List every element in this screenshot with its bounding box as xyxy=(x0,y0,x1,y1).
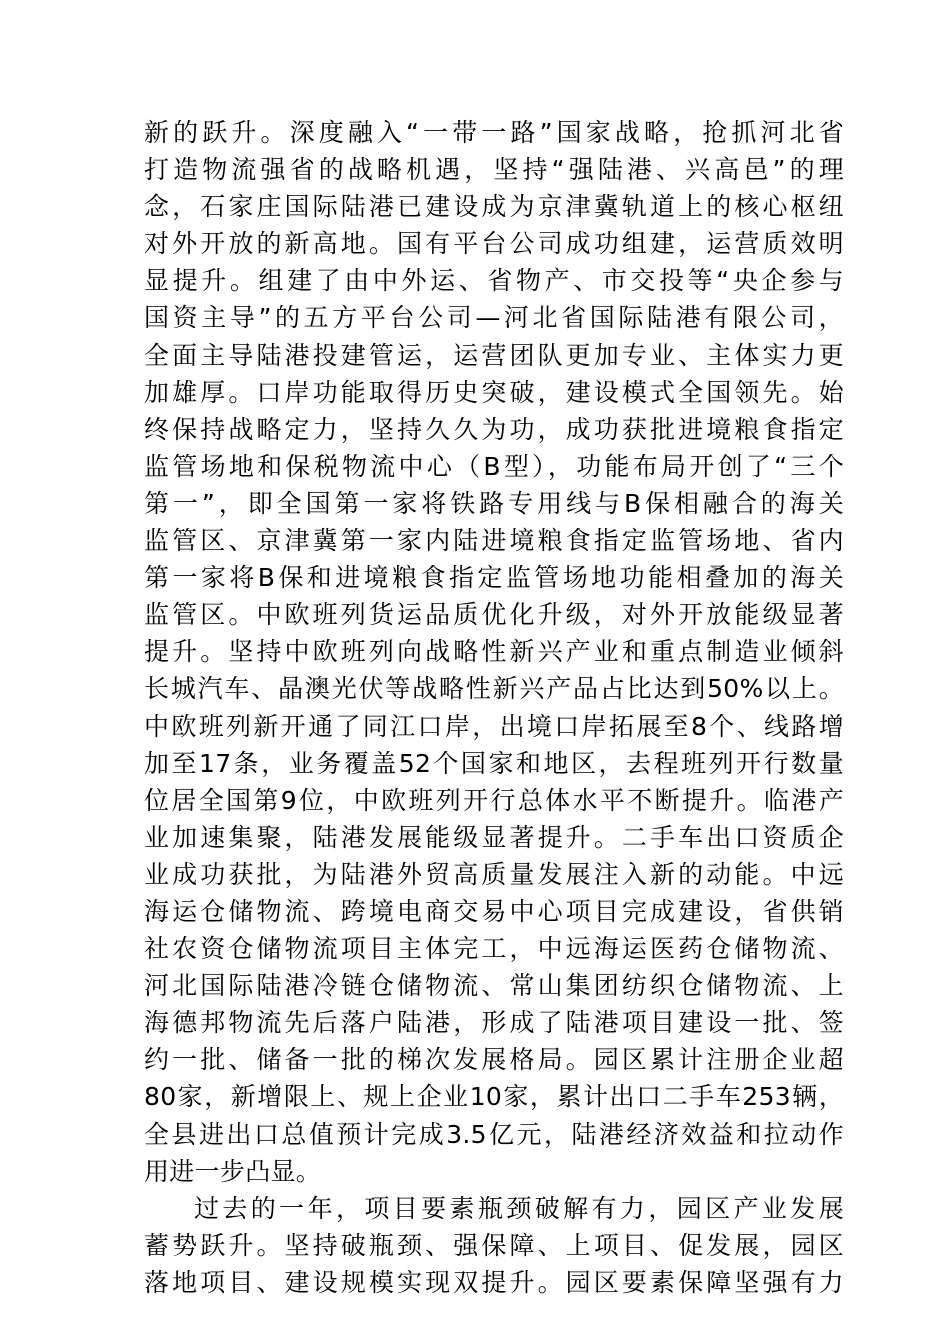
text-line: 中欧班列新开通了同江口岸，出境口岸拓展至8个、线路增 xyxy=(144,711,844,741)
text-line: 位居全国第9位，中欧班列开行总体水平不断提升。临港产 xyxy=(144,785,844,815)
text-line: 社农资仓储物流项目主体完工，中远海运医药仓储物流、 xyxy=(144,934,844,964)
text-line: 用进一步凸显。 xyxy=(144,1156,322,1186)
paragraph-2 xyxy=(144,1190,844,1301)
text-line: 长城汽车、晶澳光伏等战略性新兴产品占比达到50%以上。 xyxy=(144,674,844,704)
body-text xyxy=(144,114,844,1301)
text-line: 约一批、储备一批的梯次发展格局。园区累计注册企业超 xyxy=(144,1045,844,1075)
text-line: 业成功获批，为陆港外贸高质量发展注入新的动能。中远 xyxy=(144,859,844,889)
text-line: 显提升。组建了由中外运、省物产、市交投等“央企参与 xyxy=(144,266,844,296)
text-line: 落地项目、建设规模实现双提升。园区要素保障坚强有力 xyxy=(144,1267,844,1297)
text-line: 海德邦物流先后落户陆港，形成了陆港项目建设一批、签 xyxy=(144,1008,844,1038)
text-line: 第一”，即全国第一家将铁路专用线与B保相融合的海关 xyxy=(144,488,844,518)
text-line: 监管区、京津冀第一家内陆进境粮食指定监管场地、省内 xyxy=(144,526,844,556)
text-line: 终保持战略定力，坚持久久为功，成功获批进境粮食指定 xyxy=(144,414,844,444)
text-line: 新的跃升。深度融入“一带一路”国家战略，抢抓河北省 xyxy=(144,118,844,147)
text-line: 河北国际陆港冷链仓储物流、常山集团纺织仓储物流、上 xyxy=(144,971,844,1001)
text-line: 全县进出口总值预计完成3.5亿元，陆港经济效益和拉动作 xyxy=(144,1119,844,1149)
paragraph-1 xyxy=(144,114,844,1190)
text-line: 加雄厚。口岸功能取得历史突破，建设模式全国领先。始 xyxy=(144,377,844,407)
text-line: 国资主导”的五方平台公司—河北省国际陆港有限公司， xyxy=(144,303,844,333)
text-line: 提升。坚持中欧班列向战略性新兴产业和重点制造业倾斜 xyxy=(144,637,844,667)
text-line: 全面主导陆港投建管运，运营团队更加专业、主体实力更 xyxy=(144,340,844,370)
text-line: 打造物流强省的战略机遇，坚持“强陆港、兴高邑”的理 xyxy=(144,155,844,185)
text-line: 第一家将B保和进境粮食指定监管场地功能相叠加的海关 xyxy=(144,563,844,593)
text-line: 加至17条，业务覆盖52个国家和地区，去程班列开行数量 xyxy=(144,748,844,778)
text-line: 业加速集聚，陆港发展能级显著提升。二手车出口资质企 xyxy=(144,822,844,852)
text-line: 念，石家庄国际陆港已建设成为京津冀轨道上的核心枢纽 xyxy=(144,192,844,222)
text-line: 监管区。中欧班列货运品质优化升级，对外开放能级显著 xyxy=(144,600,844,630)
text-line: 过去的一年，项目要素瓶颈破解有力，园区产业发展 xyxy=(194,1193,844,1223)
text-line: 对外开放的新高地。国有平台公司成功组建，运营质效明 xyxy=(144,229,844,259)
text-line: 监管场地和保税物流中心（B型），功能布局开创了“三个 xyxy=(144,451,844,481)
text-line: 80家，新增限上、规上企业10家，累计出口二手车253辆， xyxy=(144,1082,844,1112)
text-line: 蓄势跃升。坚持破瓶颈、强保障、上项目、促发展，园区 xyxy=(144,1230,844,1260)
text-line: 海运仓储物流、跨境电商交易中心项目完成建设，省供销 xyxy=(144,896,844,926)
